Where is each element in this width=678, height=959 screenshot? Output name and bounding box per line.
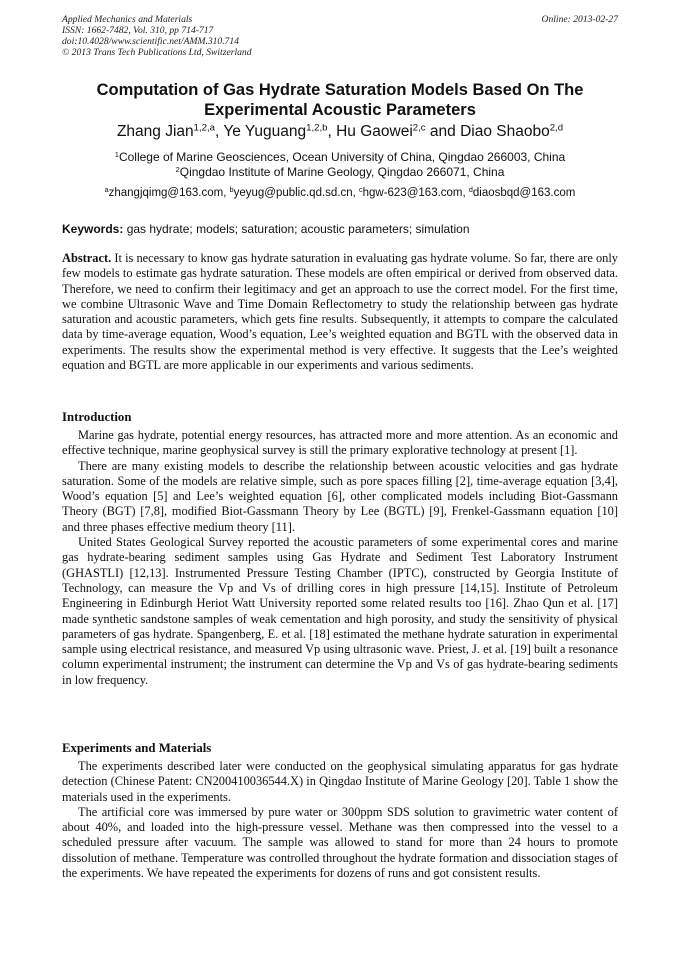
introduction-paragraph: Marine gas hydrate, potential energy resources, has attracted more and more attention. As an economic and effective technique, marine geophysical survey is still the primary explorative technology at present [1]. (62, 428, 618, 458)
email-address: diaosbqd@163.com (472, 187, 576, 199)
author-affiliation-mark: 1,2,a (193, 122, 215, 134)
affiliation-text: College of Marine Geosciences, Ocean University of China, Qingdao 266003, China (118, 150, 566, 164)
experiments-paragraph: The experiments described later were conducted on the geophysical simulating apparatus for gas hydrate detection (Chinese Patent: CN200410036544.X) in Qingdao Institute of Marine Geology [20]. Table 1 show the materials used in the experiments. (62, 759, 618, 804)
affiliation-mark: 1 (114, 149, 119, 159)
author-list (62, 122, 618, 142)
keywords (62, 222, 618, 237)
email-address: zhangjqimg@163.com, (108, 187, 230, 199)
author-affiliation-mark: 2,d (549, 122, 564, 134)
author-separator: and (425, 123, 461, 140)
author-separator: , (327, 123, 337, 140)
email-mark: d (468, 186, 473, 195)
introduction-paragraph: There are many existing models to describe the relationship between acoustic velocities and gas hydrate saturation. Some of the models are relative simple, such as pore spaces filling [2], time-average equation [3,4], Wood’s equation [5] and Lee’s weighted equation [6], other complicated models including Biot-Gassmann Theory (BGT) [7,8], modified Biot-Gassmann Theory by Lee (BGTL) [9], Frenkel-Gassmann equation [10] and three phases effective medium theory [11]. (62, 458, 618, 534)
experiments-paragraph: The artificial core was immersed by pure water or 300ppm SDS solution to gravimetric water content of about 40%, and loaded into the high-pressure vessel. Methane was then compressed into the vessel to a scheduled pressure after vacuum. The sample was allowed to stand for more than 24 hours to promote dissolution of methane. Temperature was controlled throughout the hydrate formation and dissociation stages of the experiments. We have repeated the experiments for dozens of runs and got consistent results. (62, 804, 618, 881)
introduction-section (62, 409, 618, 688)
affiliation-2 (62, 165, 618, 180)
paper-title: Computation of Gas Hydrate Saturation Models Based On The Experimental Acoustic Parameters (96, 81, 584, 119)
doi-line: doi:10.4028/www.scientific.net/AMM.310.714 (62, 36, 240, 47)
journal-name: Applied Mechanics and Materials (62, 14, 193, 25)
email-list (62, 186, 618, 201)
journal-header (62, 14, 618, 58)
abstract-text: It is necessary to know gas hydrate saturation in evaluating gas hydrate volume. So far, there are only few models to estimate gas hydrate saturation. These models are often empirical or derived from observed data. Therefore, we need to confirm their legitimacy and get an approach to use the correct model. For the first time, we combine Ultrasonic Wave and Time Domain Reflectometry to study the relationship between gas hydrate saturation and acoustic parameters, which gets fine results. Subsequently, it attempts to compare the calculated data by time-average equation, Wood’s equation, Lee’s weighted equation and BGTL with the observed data in experiments. The results show the experimental method is very effective. It suggests that the Lee’s weighted equation and BGTL are more applicable in our experiments and various sediments. (62, 251, 618, 373)
experiments-section (62, 740, 618, 881)
email-address: yeyug@public.qd.sd.cn, (233, 187, 360, 199)
affiliation-text: Qingdao Institute of Marine Geology, Qingdao 266071, China (179, 165, 505, 179)
keywords-label: Keywords: (62, 222, 124, 236)
abstract (62, 251, 618, 373)
author-affiliation-mark: 1,2,b (306, 122, 328, 134)
author-name: Ye Yuguang (223, 123, 307, 140)
affiliation-mark: 2 (175, 164, 180, 174)
introduction-heading: Introduction (62, 410, 132, 424)
email-mark: c (359, 186, 363, 195)
author-name: Diao Shaobo (460, 123, 550, 140)
keywords-text: gas hydrate; models; saturation; acoustic parameters; simulation (123, 222, 470, 236)
email-mark: a (104, 186, 109, 195)
author-name: Hu Gaowei (336, 123, 413, 140)
author-name: Zhang Jian (116, 123, 194, 140)
online-date: Online: 2013-02-27 (541, 14, 618, 25)
email-address: hgw-623@163.com, (362, 187, 469, 199)
email-mark: b (229, 186, 234, 195)
experiments-heading: Experiments and Materials (62, 741, 212, 755)
introduction-paragraph: United States Geological Survey reported the acoustic parameters of some experimental cores and marine gas hydrate-bearing sediment samples using Gas Hydrate and Sediment Test Laboratory Instrument (GHASTLI) [12,13]. Instrumented Pressure Testing Chamber (IPTC), constructed by Georgia Institute of Technology, can measure the Vp and Vs of drilling cores in high pressure [14,15]. Institute of Petroleum Engineering in Edinburgh Heriot Watt University reported some related results too [16]. Zhao Qun et al. [17] made synthetic sandstone samples of weak cementation and high porosity, and study the sensitivity of physical parameters of gas hydrate. Spangenberg, E. et al. [18] estimated the methane hydrate saturation in experimental sample using electrical resistance, and measured Vp using ultrasonic wave. Priest, J. et al. [19] built a resonance column experimental instrument; the instrument can determine the Vp and Vs of gas hydrate-bearing sediments in low frequency. (62, 535, 618, 687)
author-affiliation-mark: 2,c (412, 122, 426, 134)
affiliation-1 (62, 150, 618, 165)
copyright-line: © 2013 Trans Tech Publications Ltd, Switzerland (62, 47, 252, 58)
author-separator: , (215, 123, 224, 140)
issn-line: ISSN: 1662-7482, Vol. 310, pp 714-717 (62, 25, 214, 36)
abstract-label: Abstract. (62, 251, 112, 265)
